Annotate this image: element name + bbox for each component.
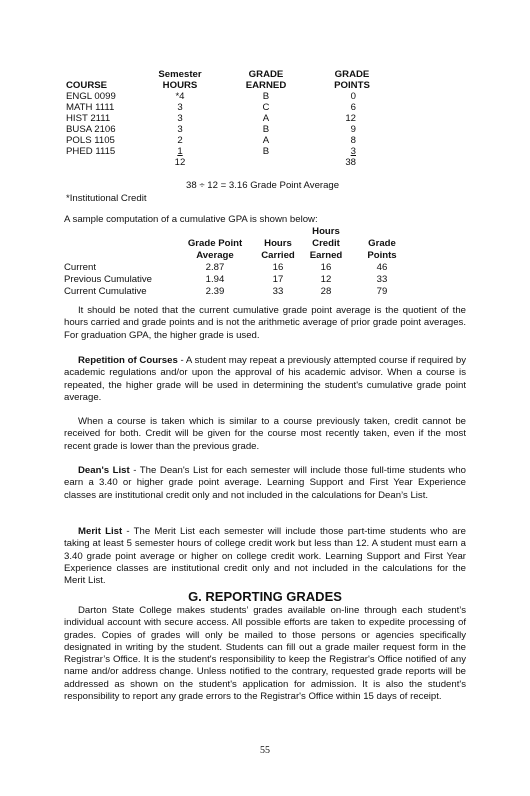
reporting-grades-paragraph: Darton State College makes students’ grades available on-line through each student’s individual account with secure access. All possible efforts are taken to expedite processing of grades. Copies of grades will only be mailed to those persons or agencies specifically designated in writing by the student. Students can fill out a grade mailer request form in the Registrar’s Office. It is the student's responsibility to keep the Registrar's Office notified of any name and/or address change. Unless notified to the contrary, requested grade reports will be addressed as shown on the student's application for admission. It is also the student's responsibility to report any grade errors to the Registrar's Office within 15 days of receipt.: [64, 605, 466, 703]
points-cell: 6: [350, 102, 356, 113]
grade-cell: A: [262, 135, 270, 146]
points-header-line2: Points: [367, 250, 397, 261]
hours-cell: 1: [177, 146, 183, 157]
gpa-cell: 2.39: [205, 286, 225, 297]
repetition-title: Repetition of Courses: [78, 355, 178, 366]
repetition-body: - A student may repeat a previously attempted course if required by academic regulations and/or upon the approval of his academic advisor. When a course is repeated, the higher grade will be used in determining the student's cumulative grade point average.: [64, 355, 466, 403]
credit-header-line1: Credit: [312, 238, 340, 249]
hours-header-line1: Semester: [158, 69, 202, 80]
deans-list-title: Dean's List: [78, 465, 130, 476]
earned-cell: 12: [320, 274, 332, 285]
course-cell: MATH 1111: [66, 102, 115, 113]
grade-cell: A: [262, 113, 270, 124]
carried-cell: 17: [272, 274, 284, 285]
credit-header-line2: Earned: [309, 250, 343, 261]
credit-header-line0: Hours: [312, 226, 340, 237]
hours-cell: 3: [177, 102, 183, 113]
section-heading: G. REPORTING GRADES: [188, 589, 342, 604]
course-cell: HIST 2111: [66, 113, 111, 124]
carried-header-line1: Hours: [264, 238, 292, 249]
grade-header-line2: EARNED: [245, 80, 287, 91]
gpa-note-paragraph: It should be noted that the current cumulative grade point average is the quotient of the hours carried and grade points and is not the arithmetic average of prior grade point averages. For graduation GPA, the higher grade is used.: [64, 305, 466, 341]
merit-list-paragraph: [64, 526, 466, 587]
hours-cell: 3: [177, 124, 183, 135]
grade-cell: B: [262, 146, 270, 157]
similar-course-paragraph: When a course is taken which is similar to a course previously taken, credit cannot be received for both. Credit will be given for the course most recently taken, even if the most recent grade is lower than the previous grade.: [64, 416, 466, 452]
hours-cell: *4: [175, 91, 185, 102]
gpa-header-line2: Average: [196, 250, 234, 261]
points-cell: 3: [350, 146, 356, 157]
page-number: 55: [260, 745, 270, 756]
institutional-credit-note: *Institutional Credit: [66, 193, 147, 204]
points-cell: 12: [345, 113, 356, 124]
points-header-line1: Grade: [368, 238, 396, 249]
course-cell: ENGL 0099: [66, 91, 116, 102]
total-hours: 12: [174, 157, 186, 168]
earned-cell: 16: [320, 262, 332, 273]
gpa-header-line1: Grade Point: [187, 238, 243, 249]
gpa-cell: 2.87: [205, 262, 225, 273]
hours-cell: 2: [177, 135, 183, 146]
grade-cell: B: [262, 91, 270, 102]
grade-cell: B: [262, 124, 270, 135]
grade-header-line1: GRADE: [248, 69, 284, 80]
row-label: Current: [64, 262, 96, 273]
merit-list-body: - The Merit List each semester will include those part-time students who are taking at least 5 semester hours of college credit work but less than 12. A student must earn a 3.40 grade point average or higher on college credit work. Learning Support and First Year Experience classes are institutional credit only and not included in the calculations for the Merit List.: [64, 526, 466, 587]
repetition-paragraph: [64, 355, 466, 404]
hours-header-line2: HOURS: [162, 80, 198, 91]
carried-header-line2: Carried: [261, 250, 295, 261]
total-points: 38: [345, 157, 356, 168]
points-cell: 33: [376, 274, 388, 285]
points-cell: 0: [350, 91, 356, 102]
deans-list-paragraph: [64, 465, 466, 502]
course-cell: POLS 1105: [66, 135, 115, 146]
row-label: Previous Cumulative: [64, 274, 152, 285]
carried-cell: 33: [272, 286, 284, 297]
points-header-line1: GRADE: [334, 69, 370, 80]
cumulative-intro: A sample computation of a cumulative GPA is shown below:: [64, 214, 318, 225]
points-cell: 46: [376, 262, 388, 273]
grade-cell: C: [262, 102, 270, 113]
points-cell: 79: [376, 286, 388, 297]
merit-list-title: Merit List: [78, 526, 123, 537]
earned-cell: 28: [320, 286, 332, 297]
points-header-line2: POINTS: [334, 80, 370, 91]
gpa-calculation: 38 ÷ 12 = 3.16 Grade Point Average: [186, 180, 340, 191]
deans-list-body: - The Dean's List for each semester will include those full-time students who earn a 3.40 or higher grade point average. Learning Support and First Year Experience classes are institutional credit only and not included in the calculations for Dean’s List.: [64, 465, 466, 501]
course-header: COURSE: [66, 80, 108, 91]
course-cell: BUSA 2106: [66, 124, 116, 135]
hours-cell: 3: [177, 113, 183, 124]
points-cell: 8: [350, 135, 356, 146]
gpa-cell: 1.94: [205, 274, 225, 285]
points-cell: 9: [350, 124, 356, 135]
course-cell: PHED 1115: [66, 146, 116, 157]
row-label: Current Cumulative: [64, 286, 147, 297]
carried-cell: 16: [272, 262, 284, 273]
